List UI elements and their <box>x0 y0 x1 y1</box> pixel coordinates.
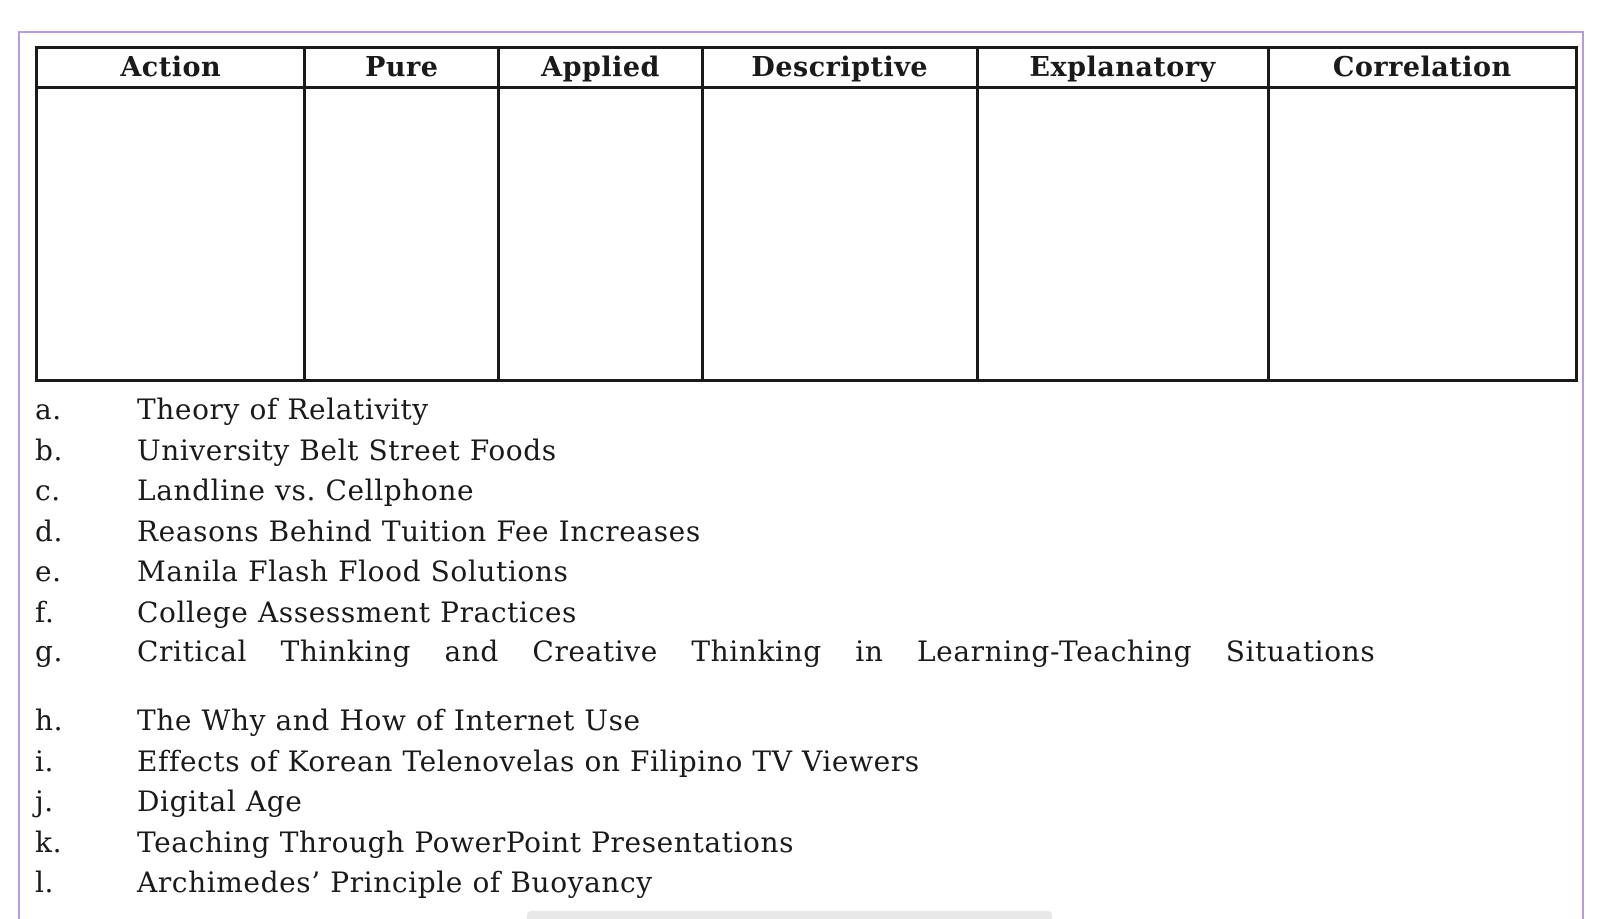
list-item <box>35 825 1578 869</box>
item-letter: k. <box>35 825 63 859</box>
answer-cell-action <box>37 88 305 381</box>
research-title-list <box>35 395 1578 909</box>
item-letter: b. <box>35 433 64 467</box>
item-text: University Belt Street Foods <box>137 433 557 467</box>
list-item <box>35 557 1578 598</box>
item-text: Digital Age <box>137 785 303 818</box>
item-text: Teaching Through PowerPoint Presentations <box>137 825 795 859</box>
item-letter: a. <box>35 393 62 426</box>
answer-cell-explanatory <box>977 88 1268 381</box>
list-item <box>35 744 1578 788</box>
item-text: Manila Flash Flood Solutions <box>137 555 569 588</box>
item-text: Landline vs. Cellphone <box>137 474 475 507</box>
column-header-correlation: Correlation <box>1268 48 1576 88</box>
column-header-action: Action <box>37 48 305 88</box>
item-letter: g. <box>35 635 64 668</box>
answer-cell-descriptive <box>702 88 977 381</box>
answer-cell-correlation <box>1268 88 1576 381</box>
item-text: The Why and How of Internet Use <box>137 704 641 737</box>
horizontal-scrollbar[interactable] <box>527 911 1052 919</box>
research-type-table <box>35 46 1578 382</box>
list-item <box>35 635 1578 706</box>
item-text: College Assessment Practices <box>137 595 577 629</box>
item-letter: j. <box>35 785 54 818</box>
item-letter: e. <box>35 555 62 588</box>
answer-cell-pure <box>305 88 499 381</box>
item-text: Effects of Korean Telenovelas on Filipino TV Viewers <box>137 744 920 778</box>
column-header-descriptive: Descriptive <box>702 48 977 88</box>
answer-cell-applied <box>499 88 703 381</box>
item-letter: d. <box>35 514 64 548</box>
item-text: Critical Thinking and Creative Thinking in Learning-Teaching Situations <box>137 635 1376 668</box>
list-item <box>35 476 1578 517</box>
item-text: Theory of Relativity <box>137 393 429 426</box>
column-header-applied: Applied <box>499 48 703 88</box>
list-item <box>35 787 1578 828</box>
list-item <box>35 868 1578 909</box>
item-letter: f. <box>35 595 55 629</box>
item-letter: c. <box>35 474 61 507</box>
list-item <box>35 706 1578 747</box>
list-item <box>35 595 1578 639</box>
column-header-pure: Pure <box>305 48 499 88</box>
item-letter: h. <box>35 704 64 737</box>
item-text: Reasons Behind Tuition Fee Increases <box>137 514 701 548</box>
column-header-explanatory: Explanatory <box>977 48 1268 88</box>
list-item <box>35 433 1578 477</box>
item-text: Archimedes’ Principle of Buoyancy <box>137 866 653 899</box>
table-answer-row <box>37 88 1577 381</box>
item-letter: l. <box>35 866 55 899</box>
table-header-row <box>37 48 1577 88</box>
list-item <box>35 395 1578 436</box>
list-item <box>35 514 1578 558</box>
item-letter: i. <box>35 744 55 778</box>
